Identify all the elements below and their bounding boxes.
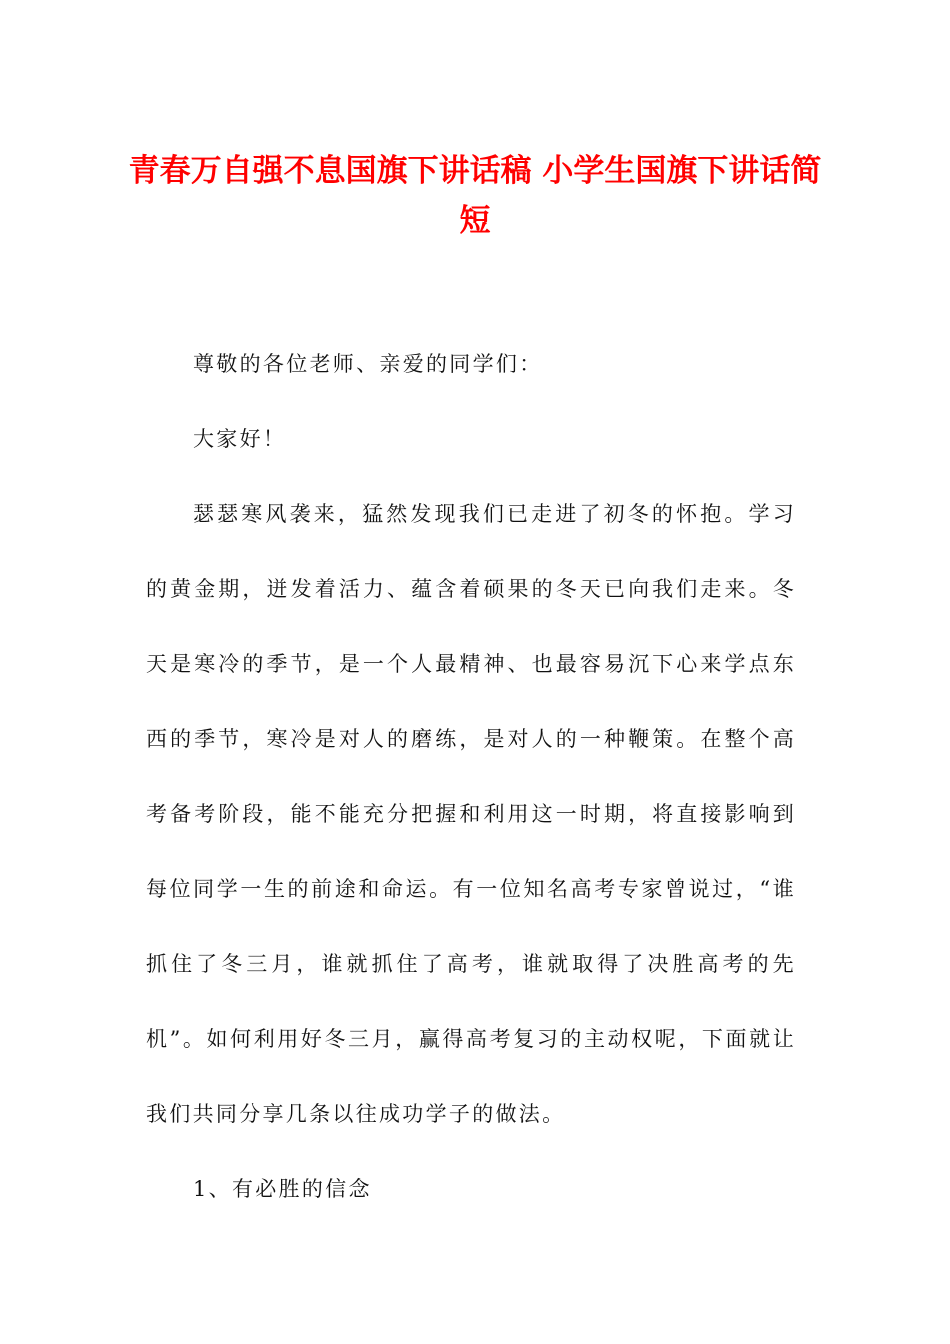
section-heading: 1、有必胜的信念: [193, 1177, 372, 1201]
greeting: 大家好！: [193, 427, 287, 451]
document-title: 青春万自强不息国旗下讲话稿 小学生国旗下讲话简短: [128, 153, 822, 239]
document-body: [146, 327, 796, 1227]
body-paragraph: 瑟瑟寒风袭来，猛然发现我们已走进了初冬的怀抱。学习的黄金期，迸发着活力、蕴含着硕果的冬天已向我们走来。冬天是寒冷的季节，是一个人最精神、也最容易沉下心来学点东西的季节，寒冷是对人的磨练，是对人的一种鞭策。在整个高考备考阶段，能不能充分把握和利用这一时期，将直接影响到每位同学一生的前途和命运。有一位知名高考专家曾说过，“谁抓住了冬三月，谁就抓住了高考，谁就取得了决胜高考的先机”。如何利用好冬三月，赢得高考复习的主动权呢，下面就让我们共同分享几条以往成功学子的做法。: [146, 502, 796, 1126]
salutation: 尊敬的各位老师、亲爱的同学们：: [193, 352, 543, 376]
